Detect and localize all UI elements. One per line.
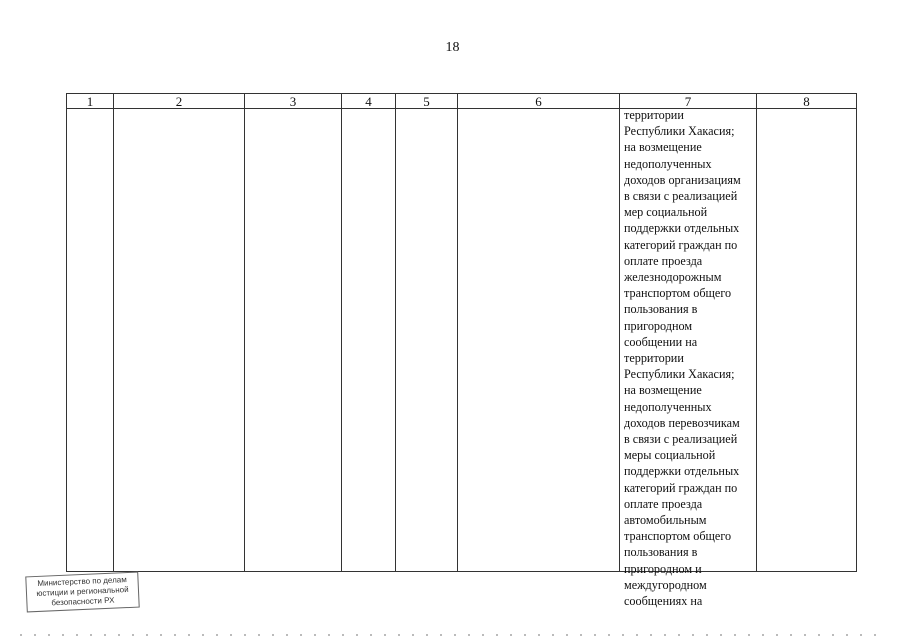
column-header-6: 6 xyxy=(458,94,620,109)
column-7-text: территории Республики Хакасия; на возмещение недополученных доходов организациям в связи с реализацией мер социальной поддержки отдельных категорий граждан по оплате проезда железнодорожным транспортом общего пользования в пригородном сообщении на территории Республики Хакасия; на возмещение недополученных доходов перевозчикам в связи с реализацией меры социальной поддержки отдельных категорий граждан по оплате проезда автомобильным транспортом общего пользования в пригородном и междугородном сообщениях на xyxy=(624,108,741,609)
stamp-line-1: Министерство по делам xyxy=(37,575,127,588)
table-cell-col7 xyxy=(620,108,757,609)
column-header-8: 8 xyxy=(757,94,857,109)
table-cell-col1 xyxy=(67,109,114,572)
table-cell-col2 xyxy=(114,109,245,572)
column-header-5: 5 xyxy=(396,94,458,109)
table-cell-col8 xyxy=(757,109,857,572)
page-number: 18 xyxy=(445,40,460,55)
table-cell-col6 xyxy=(458,109,620,572)
table-cell-col4 xyxy=(342,109,396,572)
stamp-line-2: юстиции и региональной xyxy=(36,584,129,599)
column-header-3: 3 xyxy=(245,94,342,109)
stamp-line-3: безопасности РХ xyxy=(51,595,115,608)
column-header-4: 4 xyxy=(342,94,396,109)
table-cell-col3 xyxy=(245,109,342,572)
column-header-1: 1 xyxy=(67,94,114,109)
column-header-2: 2 xyxy=(114,94,245,109)
ministry-stamp xyxy=(25,572,139,613)
scan-edge-noise xyxy=(20,634,885,636)
table-cell-col5 xyxy=(396,109,458,572)
table-row xyxy=(67,109,857,572)
column-header-7: 7 xyxy=(620,94,757,109)
